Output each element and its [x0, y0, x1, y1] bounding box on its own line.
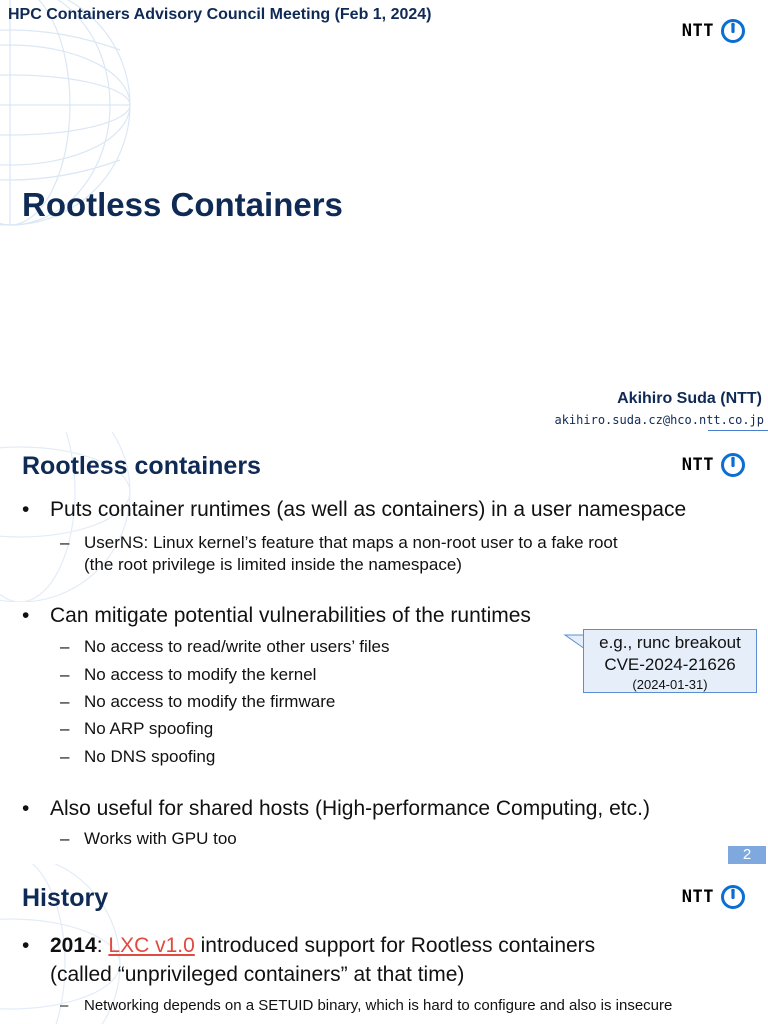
- ntt-logo: [682, 884, 746, 910]
- sub-bullet: – No DNS spoofing: [60, 747, 216, 766]
- author-name: Akihiro Suda (NTT): [617, 390, 762, 407]
- lxc-link[interactable]: LXC v1.0: [108, 934, 195, 957]
- bullet: • Can mitigate potential vulnerabilities of the runtimes: [22, 604, 531, 627]
- bullet: • Puts container runtimes (as well as containers) in a user namespace: [22, 498, 687, 521]
- sub-bullet-text: (the root privilege is limited inside the namespace): [84, 555, 462, 574]
- ntt-ring-icon: [720, 18, 746, 44]
- section-title: Rootless containers: [22, 452, 261, 480]
- sub-bullet: – Works with GPU too: [60, 829, 237, 848]
- author-email: akihiro.suda.cz@hco.ntt.co.jp: [554, 413, 764, 427]
- sub-bullet: – UserNS: Linux kernel’s feature that maps a non-root user to a fake root: [60, 533, 618, 552]
- bullet: • Also useful for shared hosts (High-performance Computing, etc.): [22, 797, 650, 820]
- history-year: 2014: [50, 934, 97, 957]
- sub-bullet-text: No ARP spoofing: [84, 719, 214, 738]
- email-underline: [708, 430, 768, 431]
- ntt-logo: [682, 452, 746, 478]
- bullet: • 2014: LXC v1.0 introduced support for Rootless containers: [22, 934, 596, 957]
- callout-line2: CVE-2024-21626: [604, 655, 736, 674]
- sub-bullet: – No access to modify the kernel: [60, 665, 317, 684]
- sub-bullet-text: No access to modify the firmware: [84, 692, 336, 711]
- sub-bullet: – Networking depends on a SETUID binary, which is hard to configure and also is insecure: [60, 995, 672, 1017]
- sub-bullet-text: UserNS: Linux kernel’s feature that maps a non-root user to a fake root: [84, 533, 618, 552]
- callout-line1: e.g., runc breakout: [599, 633, 741, 652]
- bullet-rest: introduced support for Rootless containers: [194, 934, 596, 957]
- bullet-text: (called “unprivileged containers” at that time): [50, 963, 465, 986]
- ntt-logo: [682, 18, 746, 44]
- bullet-continuation: [50, 963, 464, 987]
- sub-bullet-text: No access to modify the kernel: [84, 665, 317, 684]
- history-slide: [0, 864, 768, 1024]
- bullet-text: Can mitigate potential vulnerabilities of the runtimes: [50, 604, 531, 627]
- sub-bullet: – No ARP spoofing: [60, 719, 214, 738]
- ntt-ring-icon: [720, 884, 746, 910]
- year-separator: :: [96, 934, 109, 957]
- page-number: 2: [728, 846, 766, 864]
- sub-bullet-text: No access to read/write other users’ files: [84, 637, 390, 656]
- globe-watermark-icon: [0, 0, 260, 270]
- sub-bullet-text: No DNS spoofing: [84, 747, 216, 766]
- bullet-text: [50, 934, 595, 958]
- sub-bullet-continuation: [84, 554, 462, 576]
- sub-bullet: – No access to read/write other users’ files: [60, 637, 390, 656]
- callout-date: (2024-01-31): [632, 677, 708, 692]
- logo-text: NTT: [681, 887, 714, 907]
- logo-text: NTT: [681, 455, 714, 475]
- sub-bullet: – No access to modify the firmware: [60, 692, 336, 711]
- meeting-title: HPC Containers Advisory Council Meeting (Feb 1, 2024): [8, 6, 432, 23]
- logo-text: NTT: [681, 21, 714, 41]
- cve-callout: [583, 629, 757, 693]
- sub-bullet-text: Networking depends on a SETUID binary, which is hard to configure and also is insecure: [84, 997, 673, 1014]
- ntt-ring-icon: [720, 452, 746, 478]
- bullet-text: Puts container runtimes (as well as containers) in a user namespace: [50, 498, 687, 521]
- title-slide: [0, 0, 768, 432]
- section-title: History: [22, 884, 109, 912]
- slide-title: Rootless Containers: [22, 186, 343, 223]
- rootless-containers-slide: [0, 432, 768, 864]
- sub-bullet-text: Works with GPU too: [84, 829, 237, 848]
- bullet-text: Also useful for shared hosts (High-performance Computing, etc.): [50, 797, 650, 820]
